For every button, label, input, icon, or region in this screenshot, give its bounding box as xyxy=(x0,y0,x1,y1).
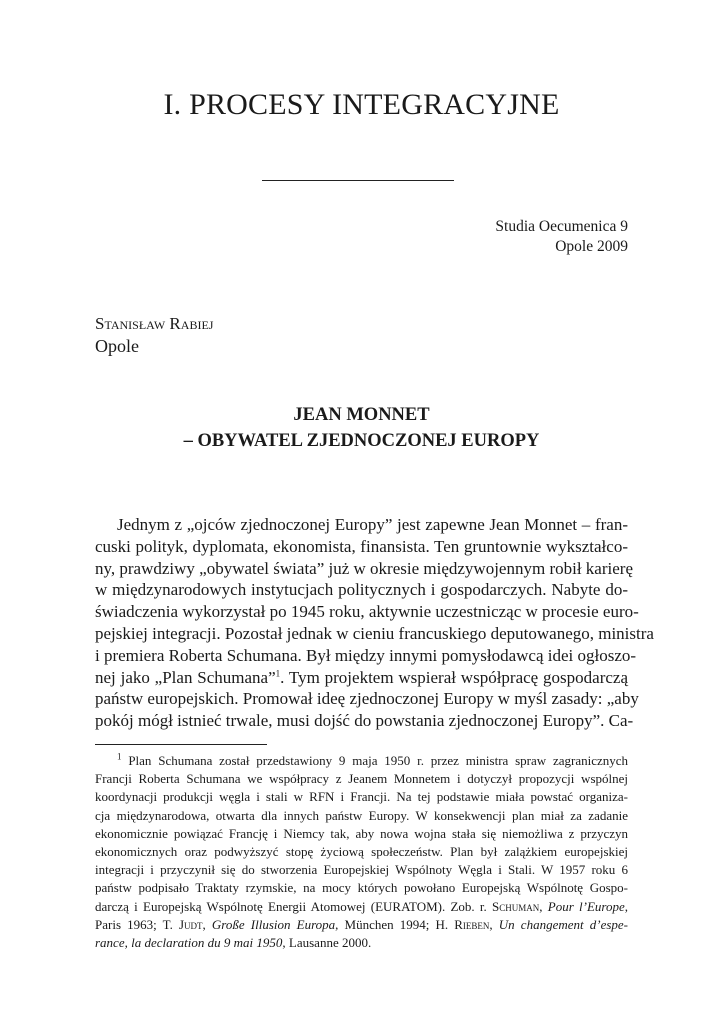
footnote-text: Paris 1963; T. xyxy=(95,916,179,932)
citation-author: Judt xyxy=(178,916,203,932)
body-line xyxy=(95,667,628,689)
footnote-line: cja międzynarodowa, otwarta dla innych państw Europy. W konsekwencji plan miał za zadanie xyxy=(95,807,628,823)
footnote-reference[interactable]: 1 xyxy=(275,667,281,678)
body-line: Jednym z „ojców zjednoczonej Europy” jest zapewne Jean Monnet – fran- xyxy=(117,515,628,534)
footnote-line xyxy=(95,934,628,952)
footnote-number: 1 xyxy=(117,751,122,762)
footnote-text: Plan Schumana został przedstawiony 9 maja 1950 r. przez ministra spraw zagranicznych xyxy=(128,753,629,768)
footnote xyxy=(95,752,628,952)
footnote-divider xyxy=(95,744,267,745)
footnote-line: Paris 1963; T. Judt, Große Illusion Europa, München 1994; H. Rieben, Un changement d’espe- xyxy=(95,916,628,932)
author-block xyxy=(95,313,213,357)
body-line: pejskiej integracji. Pozostał jednak w cieniu francuskiego deputowanego, ministra xyxy=(95,623,654,643)
body-line: w międzynarodowych instytucjach politycznych i gospodarczych. Nabyte do- xyxy=(95,580,628,600)
journal-place-year: Opole 2009 xyxy=(555,238,628,255)
body-line: ny, prawdziwy „obywatel świata” już w okresie międzywojennym robił karierę xyxy=(95,558,633,578)
citation-title: Große Illusion Europa xyxy=(211,916,336,932)
footnote-line: ekonomicznych oraz podwyższyć stopę życiową społeczeństw. Plan był zalążkiem europejskiej xyxy=(95,844,628,860)
article-title-line-2: – OBYWATEL ZJEDNOCZONEJ EUROPY xyxy=(183,431,540,451)
body-line: cuski polityk, dyplomata, ekonomista, finansista. Ten gruntownie wykształco- xyxy=(95,536,628,556)
citation-author: Rieben xyxy=(454,916,490,932)
citation-title: Pour l’Europe xyxy=(547,898,625,914)
citation-author: Schuman xyxy=(492,898,540,914)
footnote-text: , xyxy=(624,898,628,914)
body-line: pokój mógł istnieć trwale, musi dojść do powstania zjednoczonej Europy”. Ca- xyxy=(95,711,634,731)
footnote-text: , München 1994; H. xyxy=(335,916,455,932)
section-title: I. PROCESY INTEGRACYJNE xyxy=(163,88,560,121)
citation-title: Un changement d’espe- xyxy=(498,916,628,932)
body-line: świadczenia wykorzystał po 1945 roku, aktywnie uczestnicząc w procesie euro- xyxy=(95,602,639,622)
citation-title: rance, la declaration du 9 mai 1950 xyxy=(95,935,283,951)
body-line: państw europejskich. Promował ideę zjednoczonej Europy w myśl zasady: „aby xyxy=(95,689,639,709)
title-divider xyxy=(262,180,454,181)
journal-info xyxy=(495,217,628,257)
body-line-part: . Tym projektem wspierał współpracę gospodarczą xyxy=(280,667,628,687)
footnote-line: koordynacji produkcji węgla i stali w RFN i Francji. Na tej podstawie miała powstać organiza- xyxy=(95,789,628,805)
footnote-line xyxy=(95,752,628,770)
footnote-line: państw podpisało Traktaty rzymskie, na mocy których powołano Europejską Wspólnotę Gospo- xyxy=(95,880,628,896)
journal-name: Studia Oecumenica 9 xyxy=(495,218,628,235)
author-affiliation: Opole xyxy=(95,336,139,356)
body-line-part: nej jako „Plan Schumana” xyxy=(95,667,276,687)
footnote-line: integracji i przyczynił się do stworzenia Europejskiej Wspólnoty Węgla i Stali. W 1957 roku 6 xyxy=(95,862,628,878)
footnote-line: darczą i Europejską Wspólnotę Energii Atomowej (EURATOM). Zob. r. Schuman, Pour l’Europe, xyxy=(95,898,628,914)
author-name: Stanisław Rabiej xyxy=(95,314,214,333)
body-paragraph xyxy=(95,514,654,732)
article-title xyxy=(0,402,723,454)
footnote-line: Francji Roberta Schumana we współpracy z Jeanem Monnetem i dotyczył propozycji wspólnej xyxy=(95,771,628,787)
footnote-line: ekonomicznie powiązać Francję i Niemcy tak, aby nowa wojna stała się niemożliwa z przyczyn xyxy=(95,825,628,841)
footnote-text: darczą i Europejską Wspólnotę Energii Atomowej (EURATOM). Zob. r. xyxy=(95,898,493,914)
footnote-text: , Lausanne 2000. xyxy=(282,935,372,951)
body-line: i premiera Roberta Schumana. Był między innymi pomysłodawcą idei ogłoszo- xyxy=(95,645,637,665)
article-title-line-1: JEAN MONNET xyxy=(293,405,430,425)
